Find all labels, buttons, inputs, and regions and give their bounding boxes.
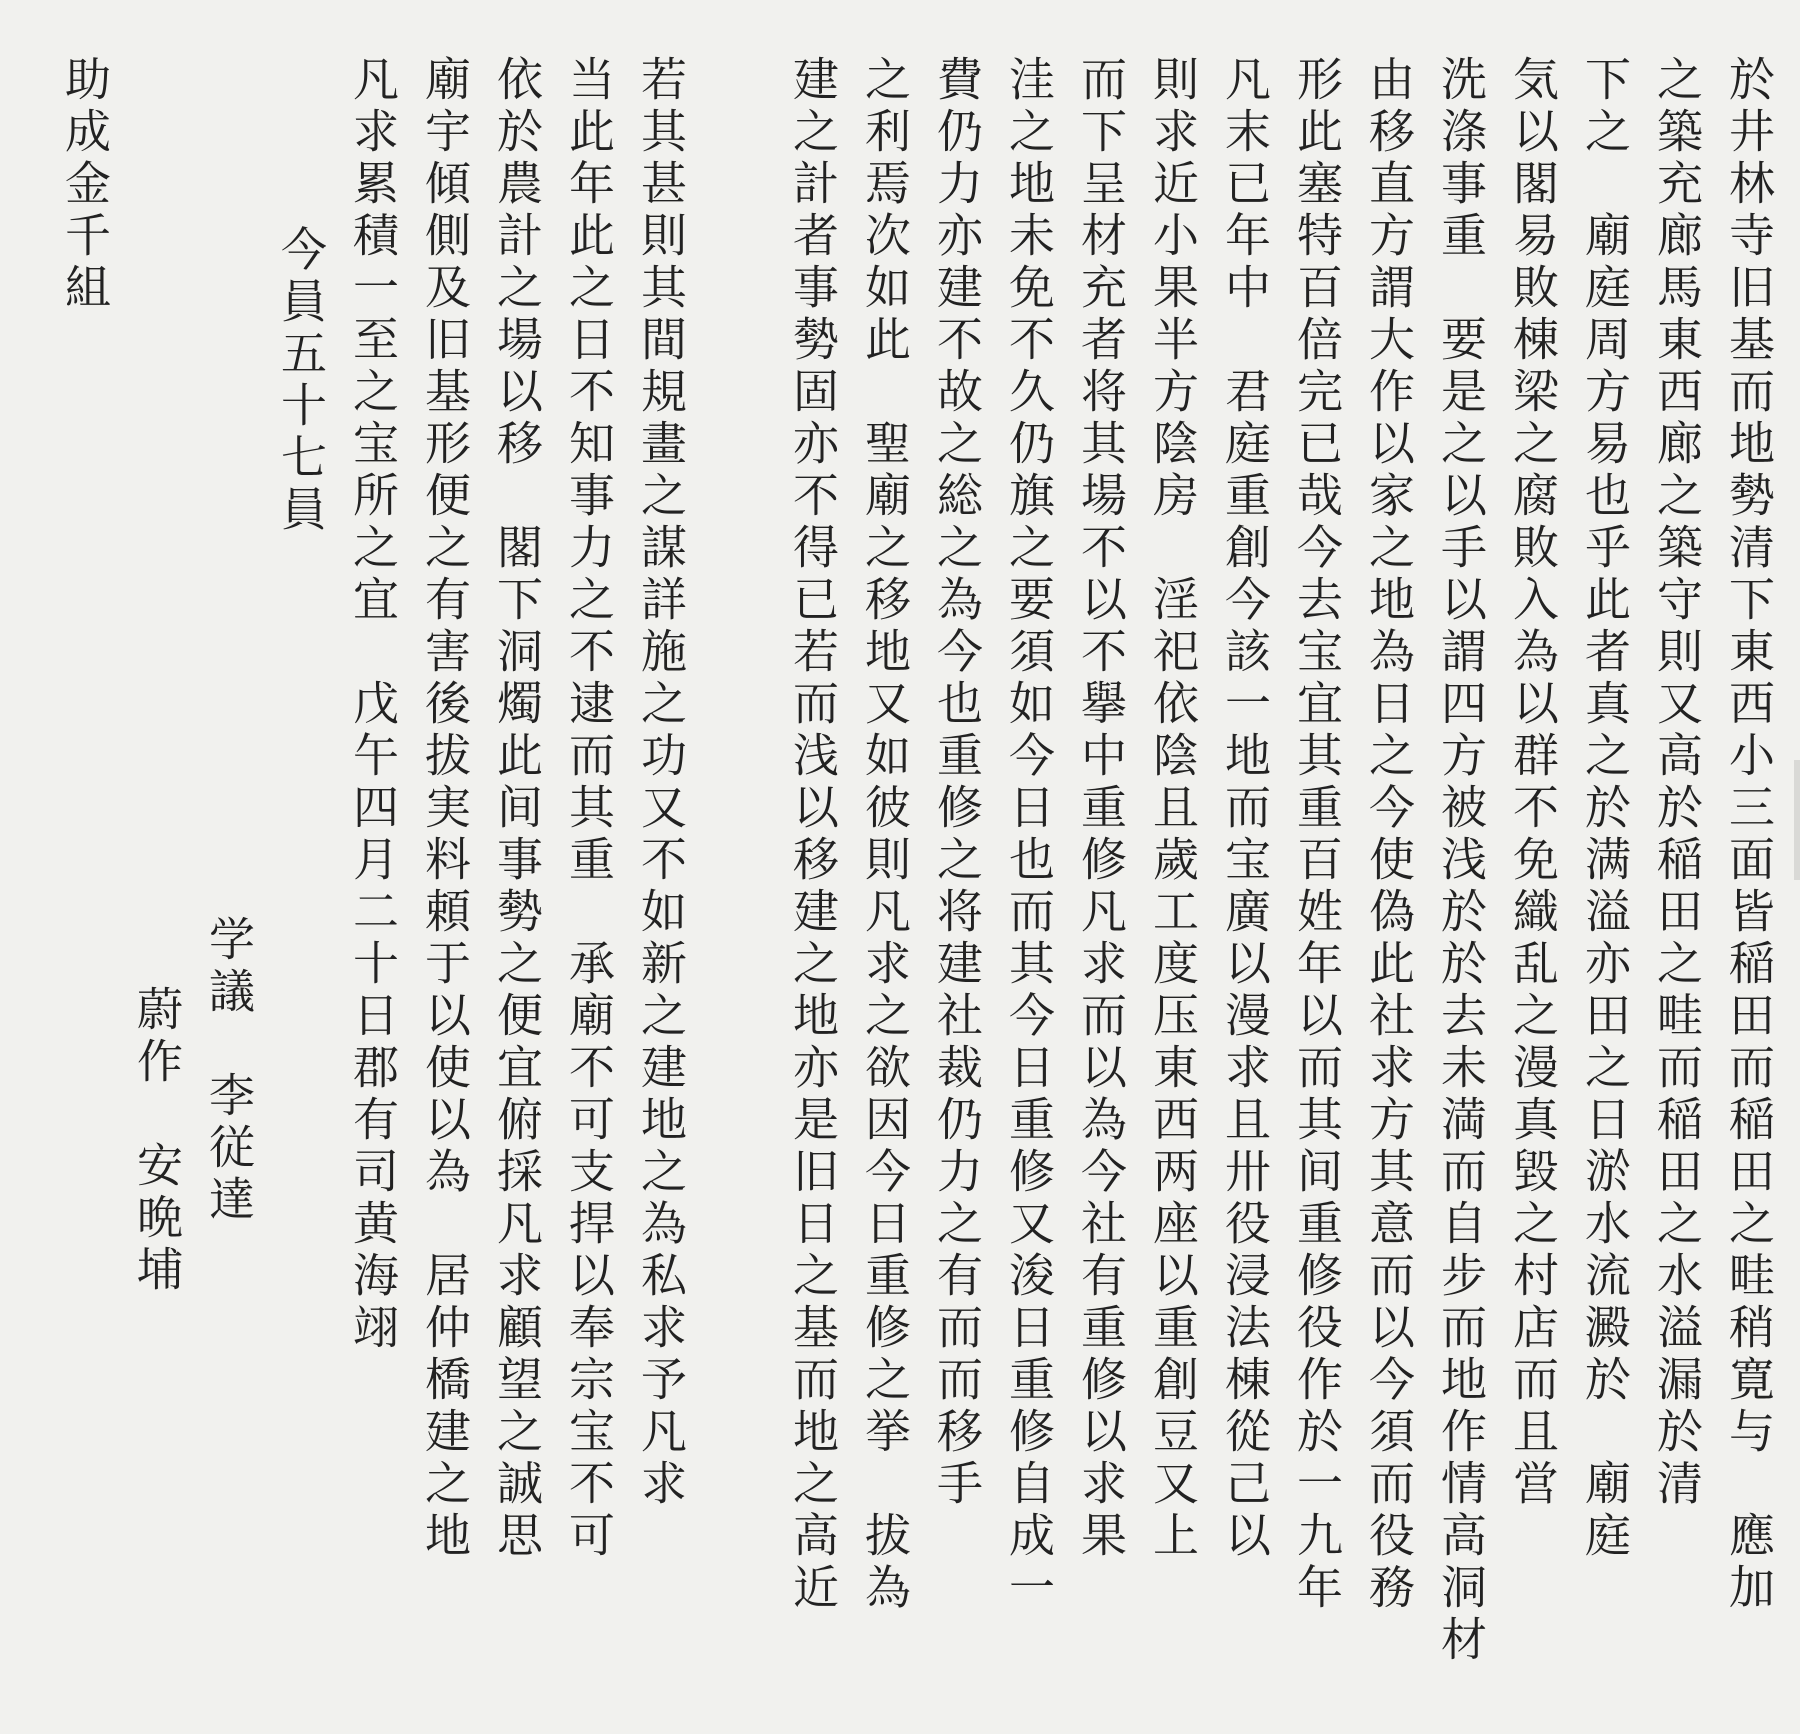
vertical-text-body (10, 55, 1780, 1710)
text-column-15: 若其甚則其間規畫之謀詳施之功又不如新之建地之為私求予凡求 (634, 55, 688, 1511)
text-column-18: 廟宇傾側及旧基形便之有害後拔実料頼于以使以為 居仲橋建之地 (418, 55, 472, 1563)
text-column-3: 下之 廟庭周方易也乎此者真之於满溢亦田之日淤水流澱於 廟庭 (1578, 55, 1632, 1563)
text-column-14: 建之計者事勢固亦不得已若而浅以移建之地亦是旧日之基而地之高近 (786, 55, 840, 1615)
text-column-2: 之築充廊馬東西廊之築守則又高於稲田之畦而稲田之水溢漏於清 (1650, 55, 1704, 1511)
text-column-4: 気以閣易敗棟梁之腐敗入為以群不免織乱之漫真毀之村店而且営 (1506, 55, 1560, 1511)
text-column-5: 洗涤事重 要是之以手以謂四方被浅於於去未満而自步而地作情高洞材 (1434, 55, 1488, 1667)
text-column-10: 而下呈材充者将其場不以不擧中重修凡求而以為今社有重修以求果 (1074, 55, 1128, 1563)
text-column-9: 則求近小果半方陰房 淫祀依陰且歲工度压東西两座以重創豆又上 (1146, 55, 1200, 1563)
text-column-12: 費仍力亦建不故之総之為今也重修之将建社裁仍力之有而而移手 (930, 55, 984, 1511)
text-column-13: 之利焉次如此 聖廟之移地又如彼則凡求之欲因今日重修之挙 拔為 (858, 55, 912, 1615)
text-column-17: 依於農計之場以移 閣下洞燭此间事勢之便宜俯採凡求顧望之誠思 (490, 55, 544, 1563)
text-column-11: 洼之地未免不久仍旗之要須如今日也而其今日重修又浚日重修自成一 (1002, 55, 1056, 1615)
scan-edge-mark (1794, 760, 1800, 880)
text-column-16: 当此年此之日不知事力之不逮而其重 承廟不可支捍以奉宗宝不可 (562, 55, 616, 1563)
signature-name-1: 学議 李従達 (202, 915, 256, 1227)
signature-name-2: 蔚作 安晩埔 (130, 985, 184, 1297)
text-column-8: 凡末已年中 君庭重創今該一地而宝廣以漫求且卅役浸法棟從己以 (1218, 55, 1272, 1563)
text-column-19: 凡求累積一至之宝所之宜 戊午四月二十日郡有司黄海翊 (346, 55, 400, 1355)
text-column-7: 形此塞特百倍完已哉今去宝宜其重百姓年以而其间重修役作於一九年 (1290, 55, 1344, 1615)
signature-contribution: 助成金千組 (58, 55, 112, 315)
signature-member-count: 今員五十七員 (274, 225, 328, 537)
text-column-1: 於井林寺旧基而地勢清下東西小三面皆稲田而稲田之畦稍寛与 應加 (1722, 55, 1776, 1615)
text-column-6: 由移直方謂大作以家之地為日之今使偽此社求方其意而以今須而役務 (1362, 55, 1416, 1615)
